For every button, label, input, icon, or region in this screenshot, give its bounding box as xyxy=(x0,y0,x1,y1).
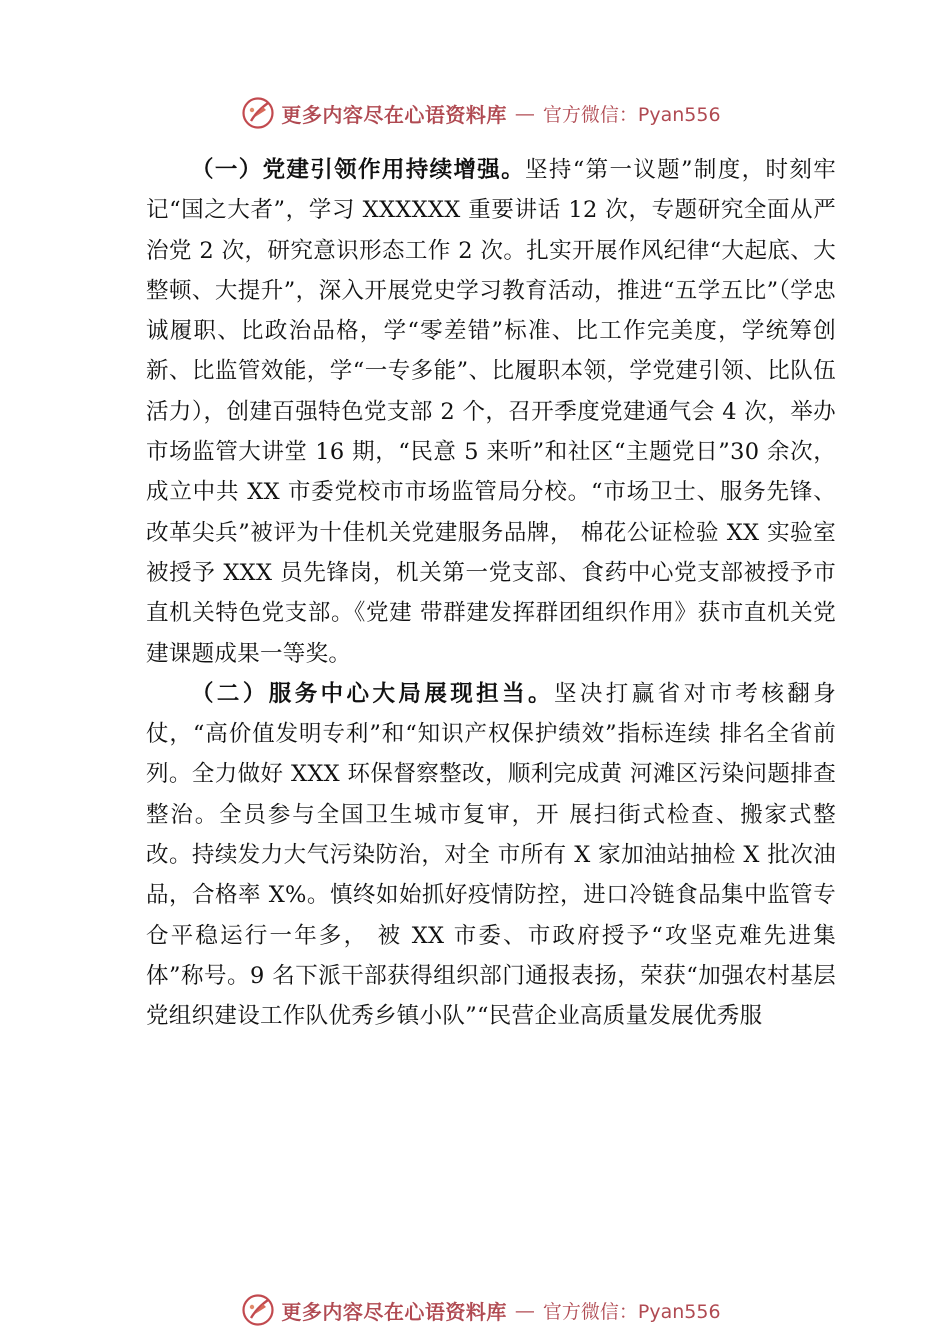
paragraph-text: 坚决打赢省对市考核翻身仗，“高价值发明专利”和“知识产权保护绩效”指标连续 排名全省前列。全力做好 XXX 环保督察整改，顺利完成黄 河滩区污染问题排查整治。全员参与全国卫生城市复审，开 展扫街式检查、搬家式整改。持续发力大气污染防治，对全 市所有 X 家加油站抽检 X 批次油品，合格率 X%。慎终如始抓好疫情防控，进口冷链食品集中监管专仓平稳运行一年多， 被 XX 市委、市政府授予“攻坚克难先进集体”称号。9 名下派干部获得组织部门通报表扬，荣获“加强农村基层党组织建设工作队优秀乡镇小队”“民营企业高质量发展优秀服 xyxy=(146,680,836,1030)
paragraph-service-center xyxy=(146,674,836,1037)
footer-watermark xyxy=(0,1290,950,1330)
paragraph-text: 坚持“第一议题”制度，时刻牢记“国之大者”，学习 XXXXXX 重要讲话 12 次，专题研究全面从严治党 2 次，研究意识形态工作 2 次。扎实开展作风纪律“大起底、大整顿、大提升”，深入开展党史学习教育活动，推进“五学五比”（学忠诚履职、比政治品格，学“零差错”标准、比工作完美度，学统筹创新、比监管效能，学“一专多能”、比履职本领，学党建引领、比队伍活力），创建百强特色党支部 2 个，召开季度党建通气会 4 次，举办市场监管大讲堂 16 期，“民意 5 来听”和社区“主题党日”30 余次，成立中共 XX 市委党校市市场监管局分校。“市场卫士、服务先锋、改革尖兵”被评为十佳机关党建服务品牌， 棉花公证检验 XX 实验室被授予 XXX 员先锋岗，机关第一党支部、食药中心党支部被授予市直机关特色党支部。《党建 带群建发挥群团组织作用》获市直机关党建课题成果一等奖。 xyxy=(146,157,836,667)
feather-pen-logo-icon xyxy=(241,1293,275,1327)
paragraph-heading: （二）服务中心大局展现担当。 xyxy=(191,680,554,707)
paragraph-party-building xyxy=(146,150,836,674)
header-watermark xyxy=(0,93,950,133)
watermark-separator: — xyxy=(514,101,535,125)
watermark-library-text: 更多内容尽在心语资料库 xyxy=(281,1299,507,1324)
watermark-wechat-text: 官方微信：Pyan556 xyxy=(542,103,721,126)
watermark-wechat-text: 官方微信：Pyan556 xyxy=(542,1300,721,1323)
paragraph-heading: （一）党建引领作用持续增强。 xyxy=(191,157,526,183)
watermark-library-text: 更多内容尽在心语资料库 xyxy=(281,102,507,127)
watermark-separator: — xyxy=(514,1298,535,1322)
feather-pen-logo-icon xyxy=(241,96,275,130)
document-body xyxy=(146,150,836,1037)
